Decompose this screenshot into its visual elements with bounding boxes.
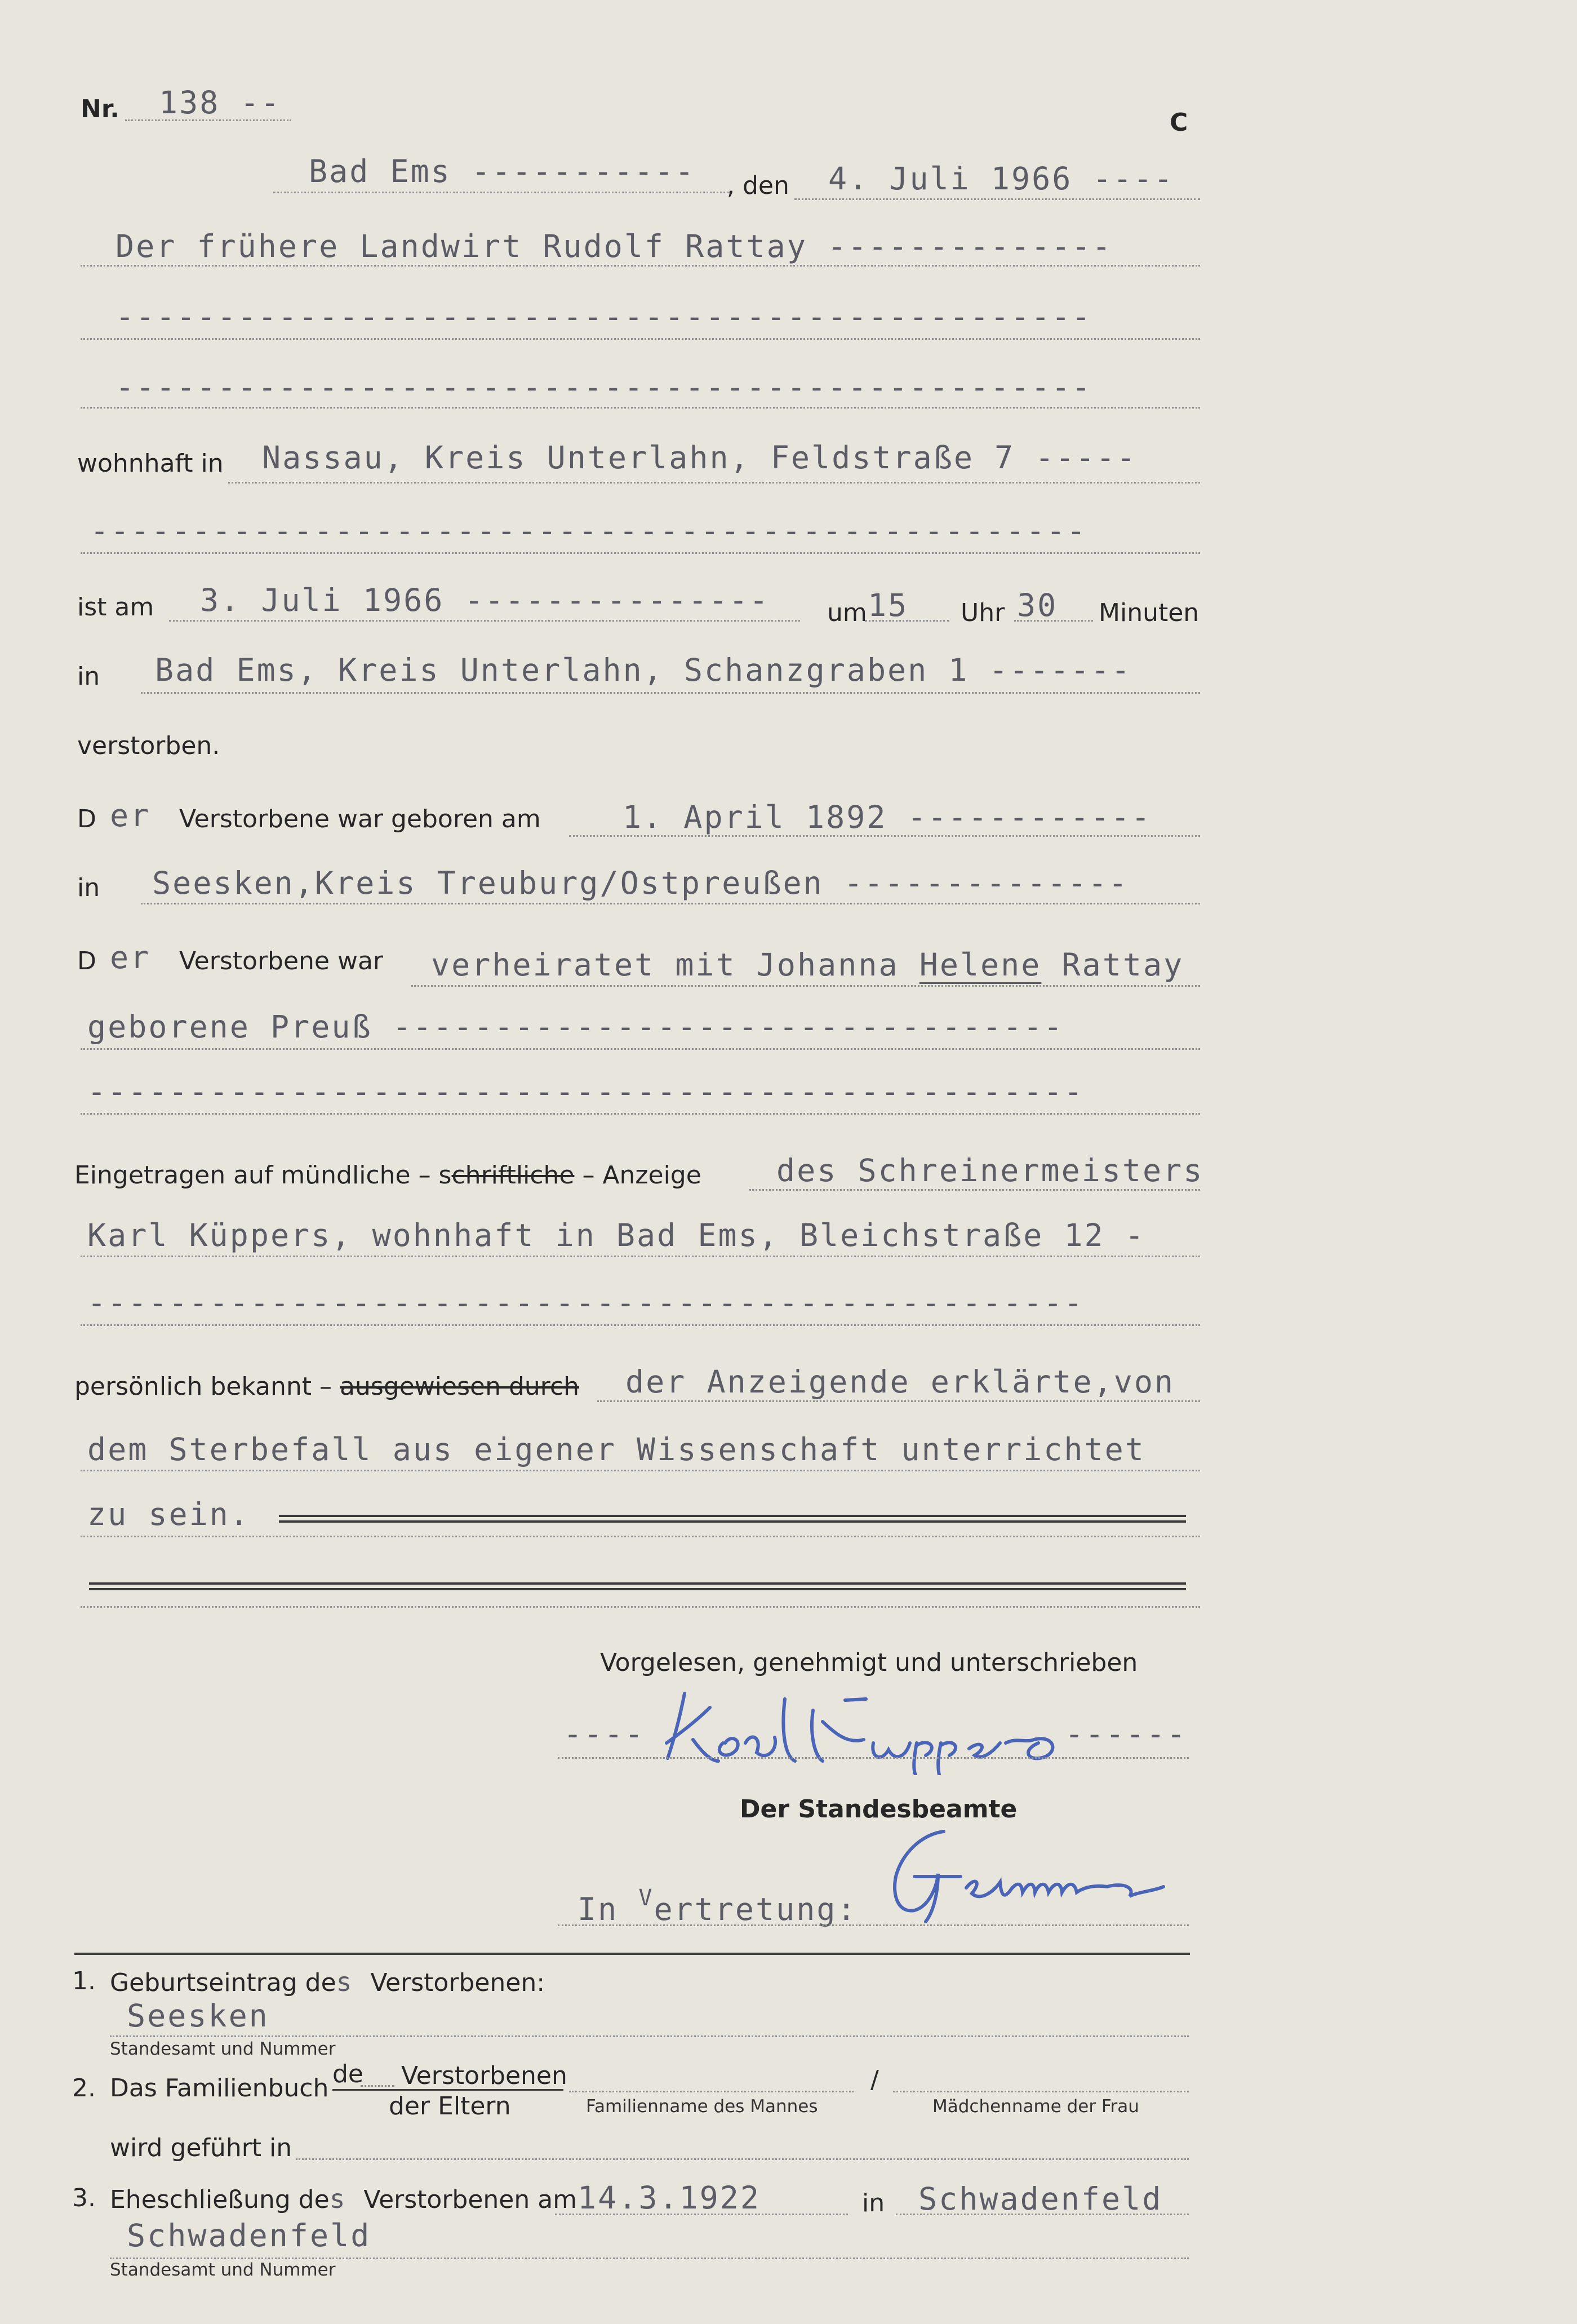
informant-line-2: Karl Küppers, wohnhaft in Bad Ems, Bleichstraße 12 - bbox=[87, 1217, 1145, 1253]
footer-item-2-num: 2. bbox=[72, 2074, 96, 2103]
identity-line-2: dem Sterbefall aus eigener Wissenschaft unterrichtet bbox=[87, 1431, 1145, 1467]
identity-label-text: persönlich bekannt – bbox=[74, 1372, 332, 1401]
identity-fill-rule-4 bbox=[89, 1588, 1186, 1590]
birth-d-suffix: er bbox=[110, 797, 151, 833]
informant-dotted-line-3 bbox=[81, 1324, 1200, 1326]
footer-item-3-value: Schwadenfeld bbox=[127, 2217, 371, 2254]
marital-d-label: D bbox=[77, 947, 96, 975]
footer-item-1-value: Seesken bbox=[127, 1998, 269, 2034]
footer-item-2-husband-dotted-line bbox=[569, 2091, 854, 2092]
person-dotted-line-3 bbox=[81, 407, 1200, 409]
uhr-label: Uhr bbox=[961, 598, 1005, 627]
identity-fill-rule-1 bbox=[279, 1515, 1186, 1517]
minutes-dotted-line bbox=[1014, 620, 1093, 622]
footer-item-2-wird-dotted-line bbox=[296, 2158, 1189, 2160]
read-approved-signed-label: Vorgelesen, genehmigt und unterschrieben bbox=[600, 1648, 1138, 1677]
birth-date: 1. April 1892 ------------ bbox=[623, 799, 1152, 835]
registration-label-pre: Eingetragen auf mündliche – s bbox=[74, 1161, 452, 1190]
footer-item-2-slash: / bbox=[870, 2065, 879, 2094]
um-label: um bbox=[827, 598, 867, 627]
footer-item-2-husband-caption: Familienname des Mannes bbox=[586, 2096, 818, 2117]
death-date: 3. Juli 1966 --------------- bbox=[200, 582, 770, 618]
svg-text:Gemmer: Gemmer bbox=[1040, 1921, 1045, 1922]
footer-item-3-num: 3. bbox=[72, 2184, 96, 2212]
informant-signature bbox=[651, 1677, 1068, 1775]
footer-item-3-date: 14.3.1922 bbox=[578, 2180, 761, 2216]
birth-date-dotted-line bbox=[569, 835, 1200, 837]
nr-dotted-line bbox=[125, 119, 291, 121]
footer-item-3-label-post: Verstorbenen am bbox=[363, 2185, 578, 2214]
footer-item-1-label-pre: Geburtseintrag de bbox=[110, 1968, 336, 1997]
identity-fill-rule-3 bbox=[89, 1582, 1186, 1585]
residence-line-1: Nassau, Kreis Unterlahn, Feldstraße 7 ----- bbox=[262, 440, 1137, 476]
deputy-dotted-line bbox=[558, 1924, 1189, 1926]
identity-dotted-line-1 bbox=[597, 1400, 1200, 1402]
nr-value: 138 -- bbox=[159, 85, 281, 121]
deputy-text bbox=[578, 1885, 858, 1927]
death-in-label: in bbox=[77, 662, 100, 691]
minuten-label: Minuten bbox=[1099, 598, 1200, 627]
identity-label bbox=[74, 1372, 579, 1401]
deputy-text-sup: V bbox=[638, 1885, 654, 1911]
marital-dotted-line-3 bbox=[81, 1113, 1200, 1115]
footer-item-2-label: Das Familienbuch bbox=[110, 2074, 329, 2103]
ist-am-label: ist am bbox=[77, 593, 154, 622]
marital-text-underlined: Helene bbox=[919, 947, 1042, 983]
footer-item-2-verstorbenen: Verstorbenen bbox=[401, 2061, 567, 2090]
footer-item-2-eltern: der Eltern bbox=[389, 2092, 511, 2121]
identity-dotted-line-4 bbox=[81, 1606, 1200, 1608]
footer-item-2-de: de bbox=[332, 2060, 363, 2088]
footer-item-3-in-label: in bbox=[862, 2189, 885, 2217]
verstorben-label: verstorben. bbox=[77, 731, 220, 760]
person-dotted-line-2 bbox=[81, 338, 1200, 340]
registrar-signature bbox=[870, 1820, 1197, 1924]
deceased-name-line-3: ------------------------------------------------ bbox=[116, 369, 1092, 405]
footer-item-2-wife-dotted-line bbox=[893, 2091, 1189, 2092]
residence-dotted-line-2 bbox=[81, 552, 1200, 554]
identity-dotted-line-2 bbox=[81, 1470, 1200, 1471]
death-hour: 15 bbox=[868, 587, 909, 623]
registration-date: 4. Juli 1966 ---- bbox=[828, 161, 1174, 197]
informant-dotted-line-2 bbox=[81, 1256, 1200, 1257]
residence-label: wohnhaft in bbox=[77, 449, 224, 478]
footer-item-1-label-post: Verstorbenen: bbox=[370, 1968, 545, 1997]
registration-label-post: – Anzeige bbox=[574, 1161, 701, 1190]
footer-item-3-label-pre: Eheschließung de bbox=[110, 2185, 330, 2214]
footer-item-1-fill: s bbox=[336, 1967, 354, 1997]
place-of-registration: Bad Ems ----------- bbox=[309, 153, 696, 189]
hour-dotted-line bbox=[865, 620, 949, 622]
marital-line-2: geborene Preuß --------------------------------- bbox=[87, 1009, 1064, 1045]
svg-text:Karl Küppers: Karl Küppers bbox=[859, 1772, 867, 1773]
footer-item-1-num: 1. bbox=[72, 1967, 96, 1995]
informant-dotted-line-1 bbox=[749, 1189, 1200, 1191]
footer-item-3-dotted-line bbox=[110, 2258, 1189, 2259]
registration-label bbox=[74, 1161, 701, 1190]
death-place-dotted-line bbox=[141, 692, 1200, 694]
footer-item-1-caption: Standesamt und Nummer bbox=[110, 2039, 336, 2059]
informant-dash-left: ---- bbox=[563, 1716, 645, 1752]
marital-label: Verstorbene war bbox=[179, 947, 384, 975]
den-label: , den bbox=[727, 171, 789, 200]
marital-d-suffix: er bbox=[110, 939, 151, 975]
marital-line-3: ------------------------------------------------- bbox=[87, 1074, 1085, 1110]
footer-item-3-label bbox=[110, 2184, 577, 2214]
residence-line-2: ------------------------------------------------- bbox=[90, 513, 1087, 549]
marital-text-post: Rattay bbox=[1041, 947, 1184, 983]
birth-place: Seesken,Kreis Treuburg/Ostpreußen -------------- bbox=[152, 865, 1129, 901]
death-place: Bad Ems, Kreis Unterlahn, Schanzgraben 1 ------- bbox=[155, 652, 1132, 688]
nr-label: Nr. bbox=[81, 95, 119, 123]
death-date-dotted-line bbox=[169, 620, 800, 622]
footer-item-2-wife-caption: Mädchenname der Frau bbox=[932, 2096, 1139, 2117]
death-minutes: 30 bbox=[1017, 587, 1058, 623]
footer-item-3-place: Schwadenfeld bbox=[918, 2181, 1163, 2217]
informant-line-3: ------------------------------------------------- bbox=[87, 1285, 1085, 1321]
footer-item-2-de-dots bbox=[361, 2085, 394, 2087]
birth-d-label: D bbox=[77, 805, 96, 833]
date-dotted-line bbox=[794, 198, 1200, 200]
footer-item-3-date-dotted-line bbox=[555, 2214, 848, 2215]
informant-signature-dotted-line bbox=[558, 1757, 1189, 1759]
footer-item-1-dotted-line bbox=[110, 2035, 1189, 2037]
identity-label-struck: ausgewiesen durch bbox=[340, 1372, 579, 1401]
corner-mark: C bbox=[1170, 108, 1188, 137]
identity-fill-rule-2 bbox=[279, 1520, 1186, 1523]
footer-item-2-fraction-line bbox=[332, 2089, 563, 2091]
identity-line-1: der Anzeigende erklärte,von bbox=[625, 1364, 1175, 1400]
person-dotted-line-1 bbox=[81, 265, 1200, 267]
registrar-label: Der Standesbeamte bbox=[740, 1795, 1018, 1824]
marital-dotted-line-1 bbox=[411, 985, 1200, 987]
deputy-text-post: ertretung: bbox=[654, 1891, 858, 1927]
birth-label: Verstorbene war geboren am bbox=[179, 805, 541, 833]
informant-line-1: des Schreinermeisters bbox=[776, 1152, 1204, 1188]
identity-line-3: zu sein. bbox=[87, 1496, 250, 1532]
footer-item-1-label bbox=[110, 1967, 545, 1997]
deceased-name-line-2: ------------------------------------------------ bbox=[116, 299, 1092, 335]
marital-dotted-line-2 bbox=[81, 1048, 1200, 1050]
deceased-name-line-1: Der frühere Landwirt Rudolf Rattay -------------- bbox=[116, 228, 1113, 264]
birth-in-label: in bbox=[77, 873, 100, 902]
place-dotted-line bbox=[273, 192, 730, 193]
identity-dotted-line-3 bbox=[81, 1536, 1200, 1537]
footer-item-3-caption: Standesamt und Nummer bbox=[110, 2260, 336, 2280]
marital-status-text bbox=[431, 947, 1184, 983]
residence-dotted-line-1 bbox=[228, 482, 1200, 484]
deputy-text-pre: In bbox=[578, 1891, 639, 1927]
informant-dash-right: ------ bbox=[1065, 1716, 1187, 1752]
footer-separator bbox=[74, 1953, 1190, 1955]
footer-item-2-wird-label: wird geführt in bbox=[110, 2134, 292, 2162]
birth-place-dotted-line bbox=[141, 903, 1200, 904]
footer-item-3-place-dotted-line bbox=[896, 2214, 1189, 2215]
registration-label-struck: chriftliche bbox=[451, 1161, 575, 1190]
footer-item-3-fill: s bbox=[329, 2184, 347, 2214]
marital-text-pre: verheiratet mit Johanna bbox=[431, 947, 919, 983]
